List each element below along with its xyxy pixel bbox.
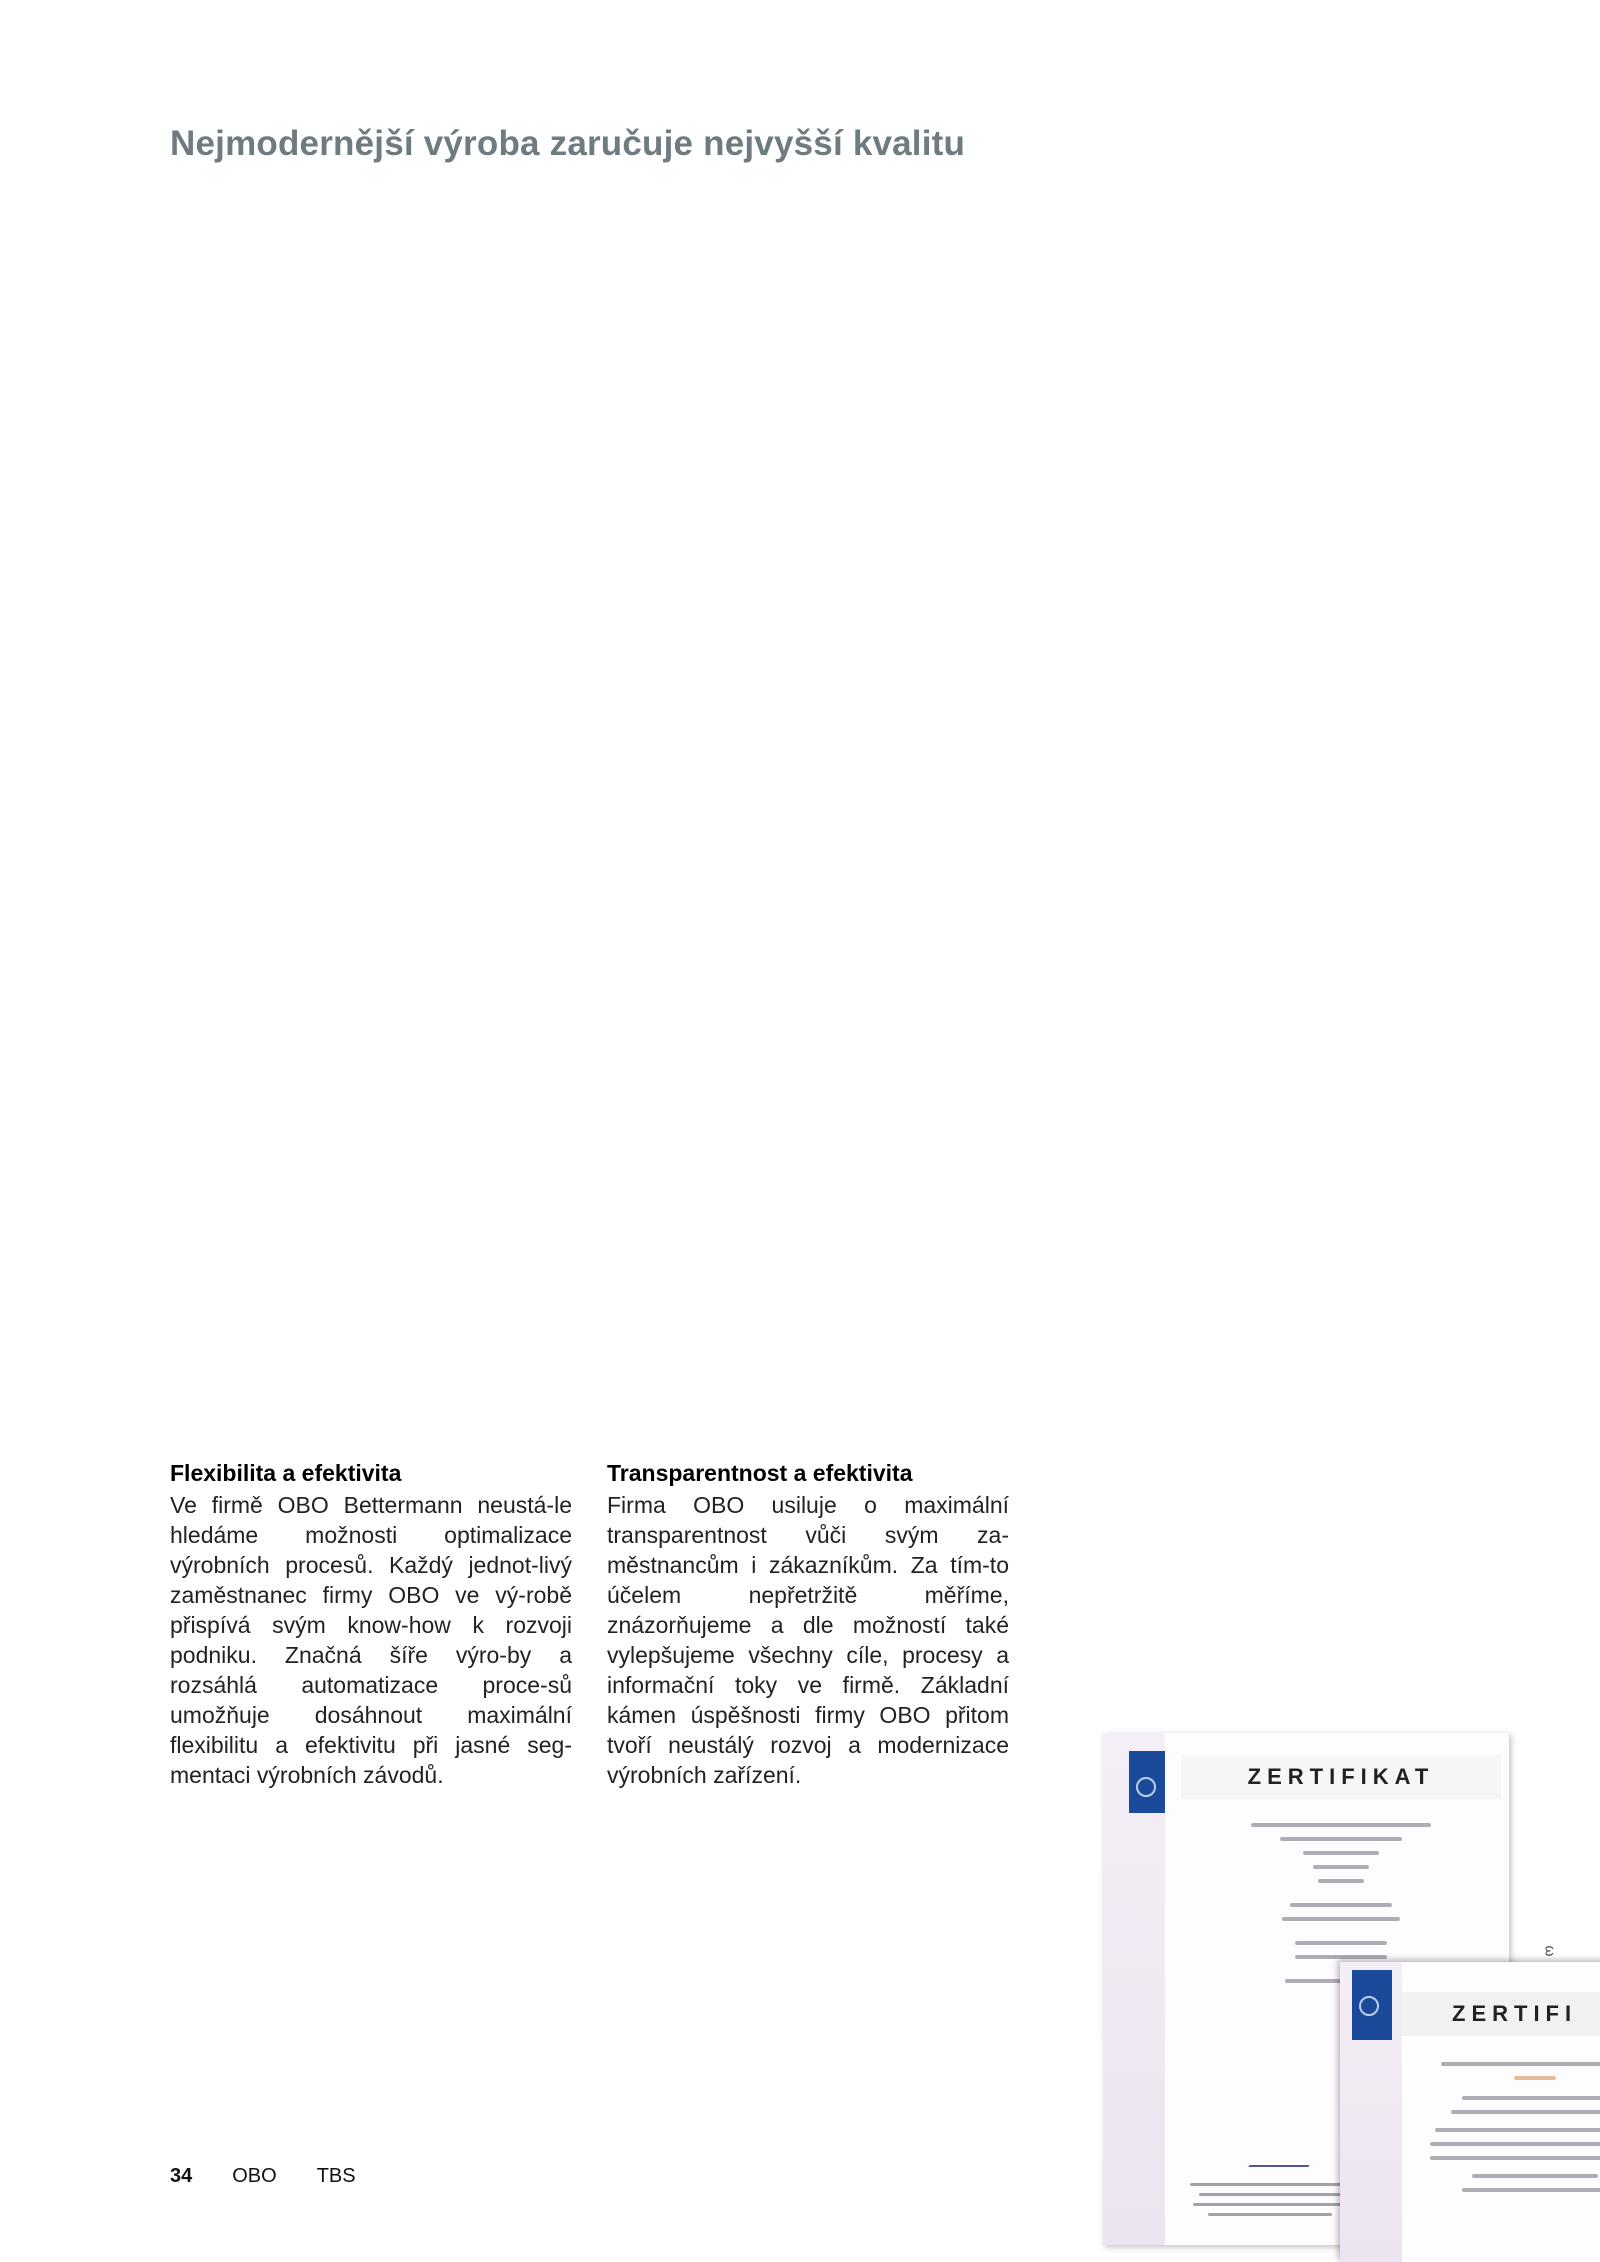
side-mark: ω: [1542, 1945, 1559, 1957]
section-heading-transparency: Transparentnost a efektivita: [607, 1460, 913, 1486]
certificate-title: ZERTIFI: [1402, 1992, 1600, 2036]
page-title: Nejmodernější výroba zaručuje nejvyšší kvalitu: [170, 124, 966, 163]
page-number: 34: [170, 2165, 193, 2187]
signature-icon: [1248, 2151, 1317, 2167]
certificate-title: ZERTIFIKAT: [1181, 1755, 1501, 1799]
footer-brand: OBO: [232, 2165, 277, 2187]
column-flexibility: [170, 1458, 572, 1790]
certifier-logo-icon: [1129, 1751, 1165, 1813]
certifier-logo-icon: [1352, 1970, 1392, 2040]
certificate-footer-lines: [1181, 2183, 1359, 2223]
page-footer: [170, 2165, 356, 2188]
column-transparency: [607, 1458, 1009, 1790]
section-text-flexibility: Ve firmě OBO Bettermann neustá-le hledáme možnosti optimalizace výrobních procesů. Každý jednot-livý zaměstnanec firmy OBO ve vý-robě přispívá svým know-how k rozvoji podniku. Značná šíře výro-by a rozsáhlá automatizace proce-sů umožňuje dosáhnout maximální flexibilitu a efektivitu při jasné seg-mentaci výrobních závodů.: [170, 1492, 572, 1788]
section-text-transparency: Firma OBO usiluje o maximální transparentnost vůči svým za-městnancům i zákazníkům. Za tím-to účelem nepřetržitě měříme, znázorňujeme a dle možností také vylepšujeme všechny cíle, procesy a informační toky ve firmě. Základní kámen úspěšnosti firmy OBO přitom tvoří neustálý rozvoj a modernizace výrobních zařízení.: [607, 1492, 1009, 1788]
section-heading-flexibility: Flexibilita a efektivita: [170, 1460, 402, 1486]
certificate-image-front: [1340, 1962, 1600, 2262]
footer-section: TBS: [316, 2165, 356, 2187]
certificate-text-lines: [1430, 2062, 1600, 2202]
